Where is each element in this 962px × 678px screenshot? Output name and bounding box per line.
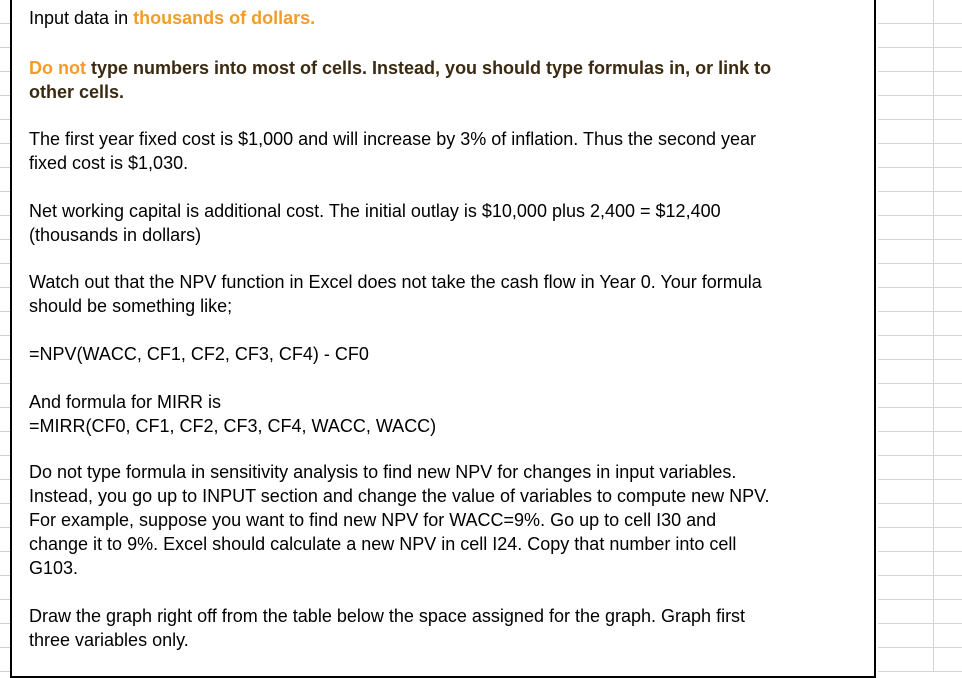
sensitivity-line4: change it to 9%. Excel should calculate a new NPV in cell I24. Copy that number into cell (29, 534, 737, 554)
sensitivity-line1: Do not type formula in sensitivity analysis to find new NPV for changes in input variables. (29, 462, 737, 482)
npv-formula: =NPV(WACC, CF1, CF2, CF3, CF4) - CF0 (29, 344, 369, 364)
sensitivity-line3: For example, suppose you want to find new NPV for WACC=9%. Go up to cell I30 and (29, 510, 717, 530)
sensitivity-line5: G103. (29, 558, 79, 578)
npv-warning-line1: Watch out that the NPV function in Excel does not take the cash flow in Year 0. Your formula (29, 272, 762, 292)
working-capital-line1: Net working capital is additional cost. The initial outlay is $10,000 plus 2,400 = $12,400 (29, 201, 721, 221)
warning-do-not: Do not (29, 58, 86, 78)
warning-note-line1 (29, 56, 771, 80)
graph-line1: Draw the graph right off from the table below the space assigned for the graph. Graph first (29, 606, 746, 626)
units-note (29, 6, 315, 30)
fixed-cost-line2: fixed cost is $1,030. (29, 153, 189, 173)
units-note-prefix: Input data in (29, 8, 134, 28)
units-note-highlight: thousands of dollars. (133, 8, 316, 28)
mirr-line1: And formula for MIRR is (29, 392, 222, 412)
npv-warning-line2: should be something like; (29, 296, 233, 316)
mirr-formula: =MIRR(CF0, CF1, CF2, CF3, CF4, WACC, WACC) (29, 416, 437, 436)
spreadsheet-gridlines-right (878, 0, 962, 672)
working-capital-line2: (thousands in dollars) (29, 225, 202, 245)
fixed-cost-line1: The first year fixed cost is $1,000 and will increase by 3% of inflation. Thus the second year (29, 129, 757, 149)
warning-rest: type numbers into most of cells. Instead, you should type formulas in, or link to (85, 58, 772, 78)
warning-note-line2: other cells. (29, 82, 125, 102)
graph-line2: three variables only. (29, 630, 189, 650)
sensitivity-line2: Instead, you go up to INPUT section and change the value of variables to compute new NPV. (29, 486, 770, 506)
instructions-text-box[interactable] (10, 0, 876, 678)
